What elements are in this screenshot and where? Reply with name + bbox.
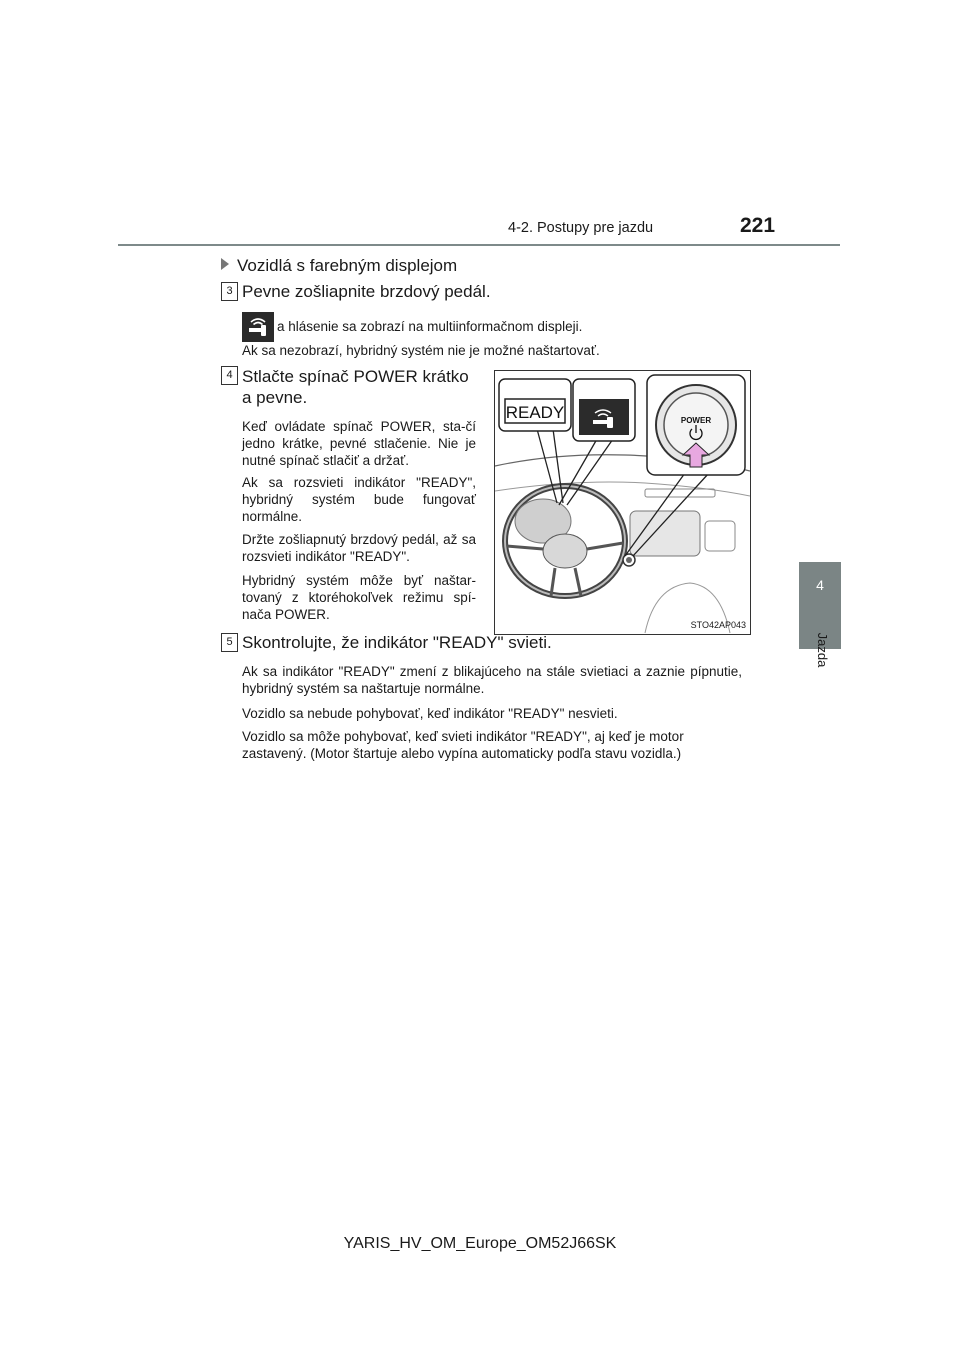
brake-pedal-indicator-icon xyxy=(242,312,274,342)
step-5-number: 5 xyxy=(221,633,238,652)
step-3-note-2: Ak sa nezobrazí, hybridný systém nie je možné naštartovať. xyxy=(242,343,600,358)
header-section-title: 4-2. Postupy pre jazdu xyxy=(508,220,654,236)
power-button-label: POWER xyxy=(680,416,712,425)
step-3-note-1: a hlásenie sa zobrazí na multiinformačnom displeji. xyxy=(277,319,583,334)
step-3-number: 3 xyxy=(221,282,238,301)
chapter-number: 4 xyxy=(816,577,824,593)
document-code: YARIS_HV_OM_Europe_OM52J66SK xyxy=(343,1235,617,1252)
step-4-paragraph-4: Hybridný systém môže byť naštar-tovaný z ktoréhokoľvek režimu spí-nača POWER. xyxy=(242,573,476,622)
step-4-paragraph-3: Držte zošliapnutý brzdový pedál, až sa rozsvieti indikátor "READY". xyxy=(242,532,476,564)
figure-code: STO42AP043 xyxy=(690,620,746,630)
triangle-bullet-icon xyxy=(221,258,229,270)
ready-indicator-label: READY xyxy=(505,403,565,422)
step-5-paragraph-2: Vozidlo sa nebude pohybovať, keď indikátor "READY" nesvieti. xyxy=(242,706,618,721)
step-5-paragraph-3: Vozidlo sa môže pohybovať, keď svieti indikátor "READY", aj keď je motor zastavený. (Motor štartuje alebo vypína automaticky podľa stavu vozidla.) xyxy=(242,729,684,761)
step-4-title-line-2: a pevne. xyxy=(242,388,308,407)
dashboard-drawing xyxy=(495,371,750,634)
step-4-number: 4 xyxy=(221,366,238,385)
step-4-title-line-1: Stlačte spínač POWER krátko xyxy=(242,367,469,386)
power-switch-illustration xyxy=(494,370,751,635)
page-number: 221 xyxy=(740,214,776,237)
step-4-paragraph-1: Keď ovládate spínač POWER, sta-čí jedno krátke, pevné stlačenie. Nie je nutné spínač stlačiť a držať. xyxy=(242,419,476,468)
chapter-label: Jazda xyxy=(815,632,830,668)
step-5-title: Skontrolujte, že indikátor "READY" svieti. xyxy=(242,633,552,652)
step-4-paragraph-2: Ak sa rozsvieti indikátor "READY", hybridný systém bude fungovať normálne. xyxy=(242,475,476,524)
vehicle-variant-heading xyxy=(221,256,457,276)
step-3-title: Pevne zošliapnite brzdový pedál. xyxy=(242,282,491,301)
step-5-paragraph-1: Ak sa indikátor "READY" zmení z blikajúceho na stále svietiaci a zaznie pípnutie, hybridný systém sa naštartuje normálne. xyxy=(242,664,742,696)
vehicle-variant-text: Vozidlá s farebným displejom xyxy=(237,256,458,275)
header-divider xyxy=(118,244,840,246)
